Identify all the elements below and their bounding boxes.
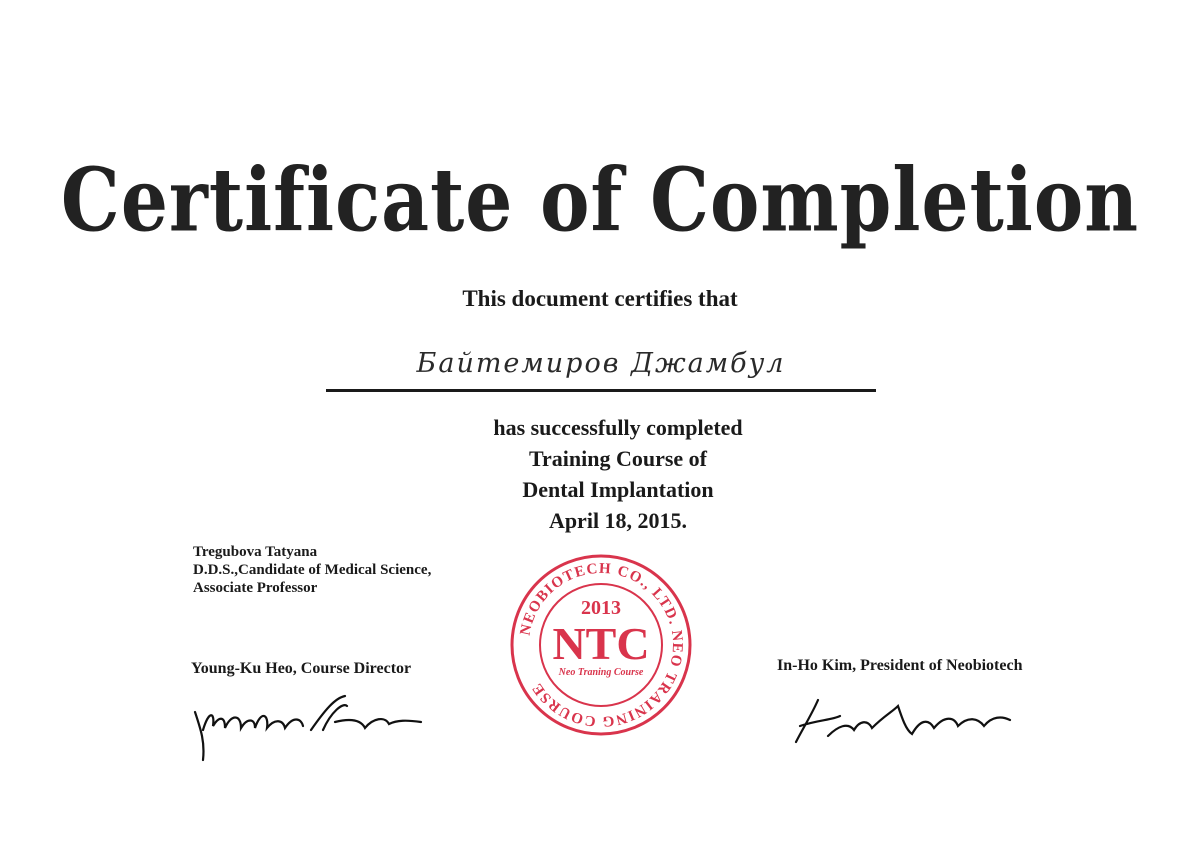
director-signature: [185, 690, 425, 770]
ntc-seal: [508, 552, 694, 738]
instructor-name: Tregubova Tatyana: [193, 544, 318, 560]
president-label: In-Ho Kim, President of Neobiotech: [777, 657, 1023, 674]
completed-line: has successfully completed: [493, 415, 743, 440]
course-director-label: Young-Ku Heo, Course Director: [191, 660, 412, 677]
certifies-text: This document certifies that: [462, 286, 738, 311]
name-underline: [326, 389, 876, 392]
completion-date: April 18, 2015.: [548, 508, 688, 533]
course-line: Training Course of: [528, 446, 708, 471]
instructor-title: Associate Professor: [193, 580, 318, 596]
seal-acronym: NTC: [552, 618, 650, 669]
recipient-name: Байтемиров Джамбул: [416, 348, 786, 379]
certificate-title: Certificate of Completion: [60, 150, 1140, 252]
course-name-line: Dental Implantation: [522, 477, 714, 502]
seal-year: 2013: [581, 597, 621, 619]
instructor-degree: D.D.S.,Candidate of Medical Science,: [193, 562, 432, 578]
completion-text-block: [0, 412, 1200, 536]
instructor-block: [193, 543, 431, 597]
president-signature: [788, 690, 1028, 750]
seal-ring-text: NEOBIOTECH CO., LTD. NEO TRAINING COURSE: [517, 560, 686, 730]
seal-subtitle: Neo Traning Course: [558, 667, 644, 678]
